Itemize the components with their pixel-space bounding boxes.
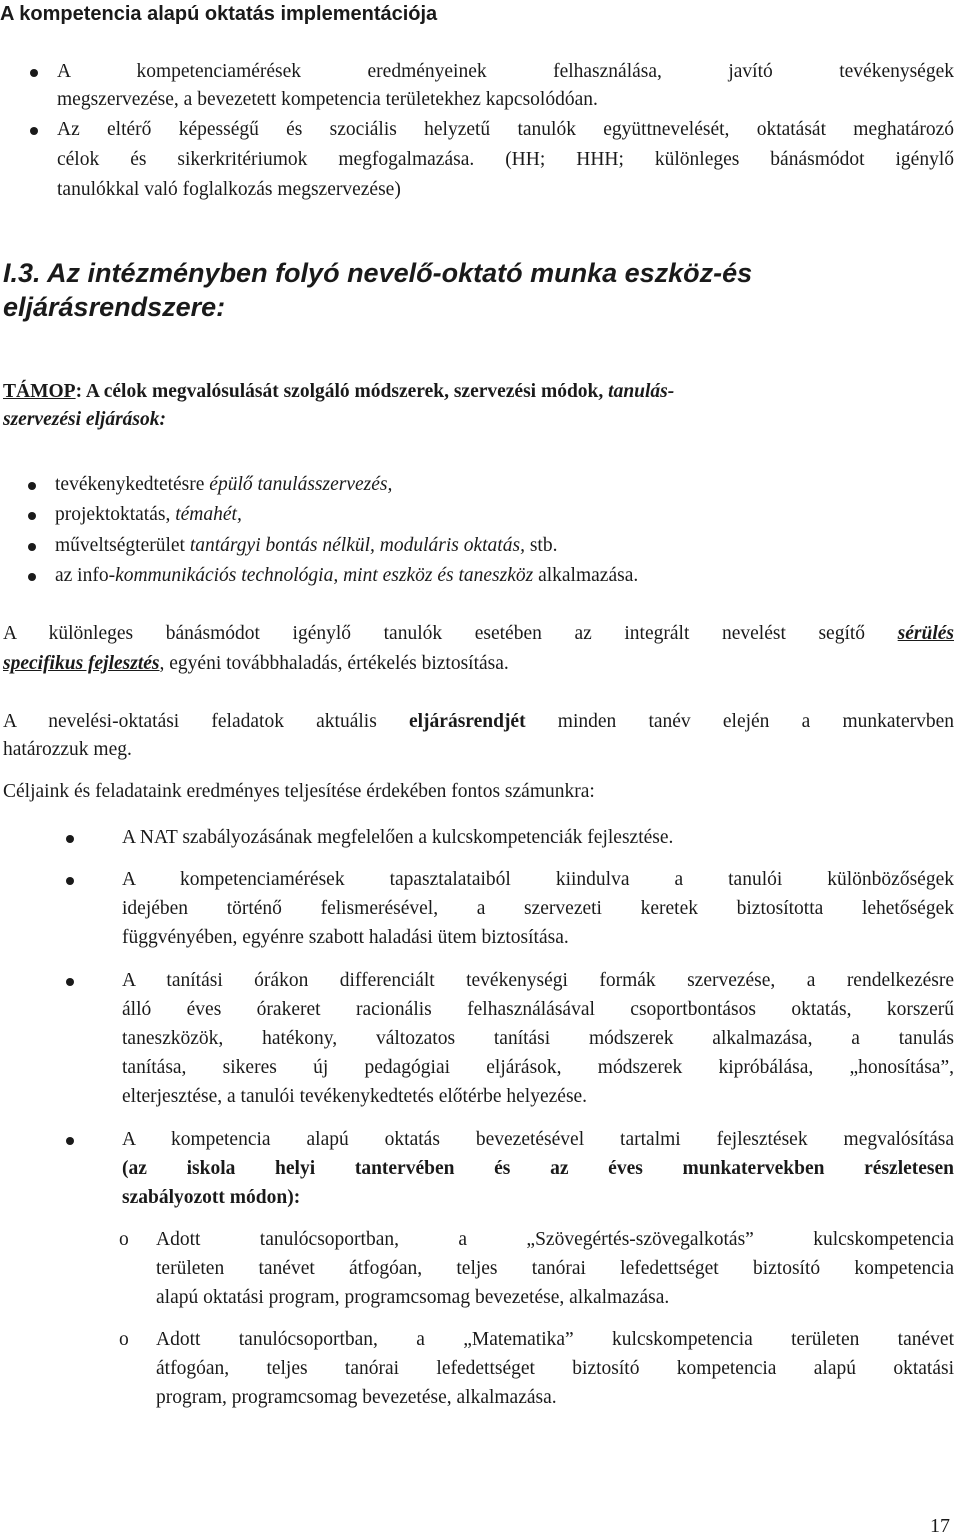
goal-bullet-3-line4: tanítása, sikeres új pedagógiai eljárások, módszerek kipróbálása, „honosítása”,	[122, 1057, 954, 1078]
sub-bullet-2-line3: program, programcsomag bevezetése, alkalmazása.	[156, 1387, 557, 1408]
page-number: 17	[930, 1515, 950, 1537]
list-italic: tantárgyi bontás nélkül, moduláris oktatás,	[189, 535, 525, 556]
para-bold: specifikus fejlesztés	[3, 653, 160, 674]
goal-bullet-3-line1: A tanítási órákon differenciált tevékenységi formák szervezése, a rendelkezésre	[122, 970, 954, 991]
tamop-line2: szervezési eljárások:	[3, 409, 167, 430]
bullet-icon	[28, 482, 36, 490]
goal-bullet-4-line3: szabályozott módon):	[122, 1187, 301, 1208]
bullet-icon	[66, 877, 74, 885]
sub-bullet-marker: o	[119, 1229, 129, 1250]
intro-bullet-2-line3: tanulókkal való foglalkozás megszervezése)	[57, 179, 401, 200]
section-heading	[3, 256, 752, 290]
para-text: minden tanév elején a munkatervben	[557, 711, 954, 732]
sub-bullet-marker: o	[119, 1329, 129, 1350]
bullet-icon	[66, 1137, 74, 1145]
para-bold: sérülés	[897, 623, 954, 644]
bullet-icon	[28, 573, 36, 581]
sub-bullet-1-line1: Adott tanulócsoportban, a „Szövegértés-szövegalkotás” kulcskompetencia	[156, 1229, 954, 1250]
intro-bullet-1-line1: A kompetenciamérések eredményeinek felhasználása, javító tevékenységek	[57, 61, 954, 82]
list-tail: stb.	[524, 535, 558, 556]
list-italic: témahét,	[175, 504, 242, 525]
para-bold: eljárásrendjét	[408, 711, 526, 732]
para-special-line1	[3, 620, 954, 648]
list-italic: épülő tanulásszervezés,	[209, 474, 393, 495]
para-goals: Céljaink és feladataink eredményes teljesítése érdekében fontos számunkra:	[3, 781, 595, 802]
list-text: az info-	[55, 565, 116, 586]
goal-bullet-2-line1: A kompetenciamérések tapasztalataiból kiindulva a tanulói különbözőségek	[122, 869, 954, 890]
tamop-list-item	[55, 532, 557, 560]
goal-bullet-2-line3: függvényében, egyénre szabott haladási ütem biztosítása.	[122, 927, 569, 948]
bullet-icon	[30, 127, 38, 135]
list-text: projektoktatás,	[55, 504, 176, 525]
section-title-line1: Az intézményben folyó nevelő-oktató munka eszköz-és	[47, 258, 753, 288]
goal-bullet-2-line2: idejében történő felismerésével, a szervezeti keretek biztosította lehetőségek	[122, 898, 954, 919]
tamop-label: TÁMOP	[3, 381, 76, 402]
goal-bullet-3-line3: taneszközök, hatékony, változatos tanítási módszerek alkalmazása, a tanulás	[122, 1028, 954, 1049]
bullet-icon	[66, 978, 74, 986]
goal-bullet-3-line5: elterjesztése, a tanulói tevékenykedtetés előtérbe helyezése.	[122, 1086, 588, 1107]
para-procedure-line2: határozzuk meg.	[3, 739, 132, 760]
sub-bullet-1-line3: alapú oktatási program, programcsomag bevezetése, alkalmazása.	[156, 1287, 670, 1308]
tamop-italic-end: tanulás-	[608, 381, 675, 402]
intro-bullet-1-line2: megszervezése, a bevezetett kompetencia területekhez kapcsolódóan.	[57, 89, 598, 110]
list-text: tevékenykedtetésre	[55, 474, 210, 495]
list-tail: alkalmazása.	[533, 565, 639, 586]
sub-bullet-2-line2: átfogóan, teljes tanórai lefedettséget biztosító kompetencia alapú oktatási	[156, 1358, 954, 1379]
tamop-line1	[3, 378, 674, 406]
page-header-title: A kompetencia alapú oktatás implementációja	[0, 3, 438, 25]
list-italic: kommunikációs technológia, mint eszköz és taneszköz	[115, 565, 534, 586]
list-text: műveltségterület	[55, 535, 190, 556]
tamop-list-item	[55, 562, 638, 590]
para-text: A nevelési-oktatási feladatok aktuális	[3, 711, 377, 732]
tamop-text: : A célok megvalósulását szolgáló módszerek, szervezési módok,	[75, 381, 609, 402]
bullet-icon	[30, 69, 38, 77]
bullet-icon	[66, 835, 74, 843]
tamop-list-item	[55, 471, 392, 499]
intro-bullet-2-line2: célok és sikerkritériumok megfogalmazása. (HH; HHH; különleges bánásmódot igénylő	[57, 149, 954, 170]
para-text: A különleges bánásmódot igénylő tanulók esetében az integrált nevelést segítő	[3, 623, 866, 644]
bullet-icon	[28, 512, 36, 520]
intro-bullet-2-line1: Az eltérő képességű és szociális helyzetű tanulók együttnevelését, oktatását meghatározó	[57, 119, 954, 140]
section-number: I.3.	[3, 258, 41, 288]
goal-bullet-3-line2: álló éves órakeret racionális felhasználásával csoportbontásos oktatás, korszerű	[122, 999, 954, 1020]
sub-bullet-1-line2: területen tanévet átfogóan, teljes tanórai lefedettséget biztosító kompetencia	[156, 1258, 954, 1279]
bullet-icon	[28, 543, 36, 551]
goal-bullet-1: A NAT szabályozásának megfelelően a kulcskompetenciák fejlesztése.	[122, 827, 674, 848]
goal-bullet-4-line1: A kompetencia alapú oktatás bevezetésével tartalmi fejlesztések megvalósítása	[122, 1129, 954, 1150]
tamop-list-item	[55, 501, 242, 529]
section-title-line2: eljárásrendszere:	[3, 292, 226, 322]
goal-bullet-4-line2: (az iskola helyi tantervében és az éves munkatervekben részletesen	[122, 1158, 954, 1179]
para-special-line2	[3, 650, 509, 678]
para-text: , egyéni továbbhaladás, értékelés biztosítása.	[159, 653, 509, 674]
sub-bullet-2-line1: Adott tanulócsoportban, a „Matematika” kulcskompetencia területen tanévet	[156, 1329, 954, 1350]
para-procedure-line1	[3, 708, 954, 736]
